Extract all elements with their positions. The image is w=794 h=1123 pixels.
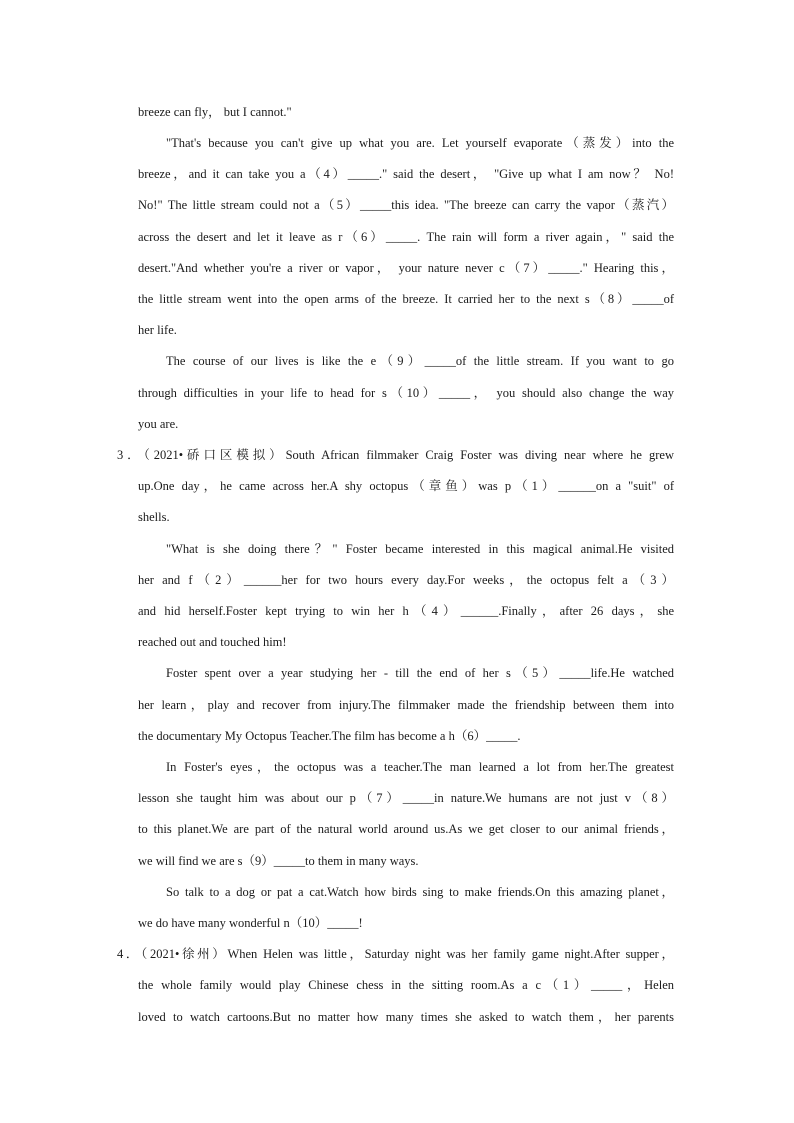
- question-heading: 3．（2021•硚口区模拟）South African filmmaker Craig Foster was diving near where he grew: [117, 448, 674, 462]
- text-line: we do have many wonderful n（10）_____!: [138, 916, 363, 930]
- text-line: "That's because you can't give up what you are. Let yourself evaporate（蒸发）into the: [166, 136, 674, 150]
- text-line: breeze，and it can take you a（4）_____." said the desert， "Give up what I am now？ No!: [138, 167, 674, 181]
- text-line: desert."And whether you're a river or vapor， your nature never c（7）_____." Hearing this，: [138, 261, 674, 275]
- text-line: and hid herself.Foster kept trying to win her h（4）______.Finally，after 26 days，she: [138, 604, 674, 618]
- text-line: her life.: [138, 323, 177, 337]
- text-line: The course of our lives is like the e（9）_____of the little stream. If you want to go: [166, 354, 674, 368]
- text-line: loved to watch cartoons.But no matter how many times she asked to watch them，her parents: [138, 1010, 674, 1024]
- text-line: her and f（2）______her for two hours every day.For weeks，the octopus felt a（3）: [138, 573, 674, 587]
- text-line: we will find we are s（9）_____to them in many ways.: [138, 854, 419, 868]
- text-line: the documentary My Octopus Teacher.The film has become a h（6）_____.: [138, 729, 521, 743]
- text-line: "What is she doing there？" Foster became interested in this magical animal.He visited: [166, 542, 674, 556]
- text-line: her learn，play and recover from injury.The filmmaker made the friendship between them into: [138, 698, 674, 712]
- text-line: shells.: [138, 510, 170, 524]
- text-line: Foster spent over a year studying her - till the end of her s（5）_____life.He watched: [166, 666, 674, 680]
- text-line: reached out and touched him!: [138, 635, 287, 649]
- text-line: up.One day，he came across her.A shy octopus（章鱼）was p（1）______on a "suit" of: [138, 479, 674, 493]
- question-heading: 4．（2021•徐州）When Helen was little，Saturday night was her family game night.After supper，: [117, 947, 674, 961]
- text-line: the little stream went into the open arms of the breeze. It carried her to the next s（8）_____of: [138, 292, 674, 306]
- text-line: breeze can fly， but I cannot.": [138, 105, 292, 119]
- text-line: No!" The little stream could not a（5）_____this idea. "The breeze can carry the vapor（蒸汽）: [138, 198, 674, 212]
- text-line: In Foster's eyes，the octopus was a teacher.The man learned a lot from her.The greatest: [166, 760, 674, 774]
- text-line: So talk to a dog or pat a cat.Watch how birds sing to make friends.On this amazing planet，: [166, 885, 674, 899]
- text-line: across the desert and let it leave as r（6）_____. The rain will form a river again，" said the: [138, 230, 674, 244]
- text-line: lesson she taught him was about our p（7）_____in nature.We humans are not just v（8）: [138, 791, 674, 805]
- text-line: the whole family would play Chinese chess in the sitting room.As a c（1）_____，Helen: [138, 978, 674, 992]
- text-line: to this planet.We are part of the natural world around us.As we get closer to our animal friends，: [138, 822, 674, 836]
- text-line: you are.: [138, 417, 179, 431]
- text-line: through difficulties in your life to head for s（10）_____， you should also change the way: [138, 386, 674, 400]
